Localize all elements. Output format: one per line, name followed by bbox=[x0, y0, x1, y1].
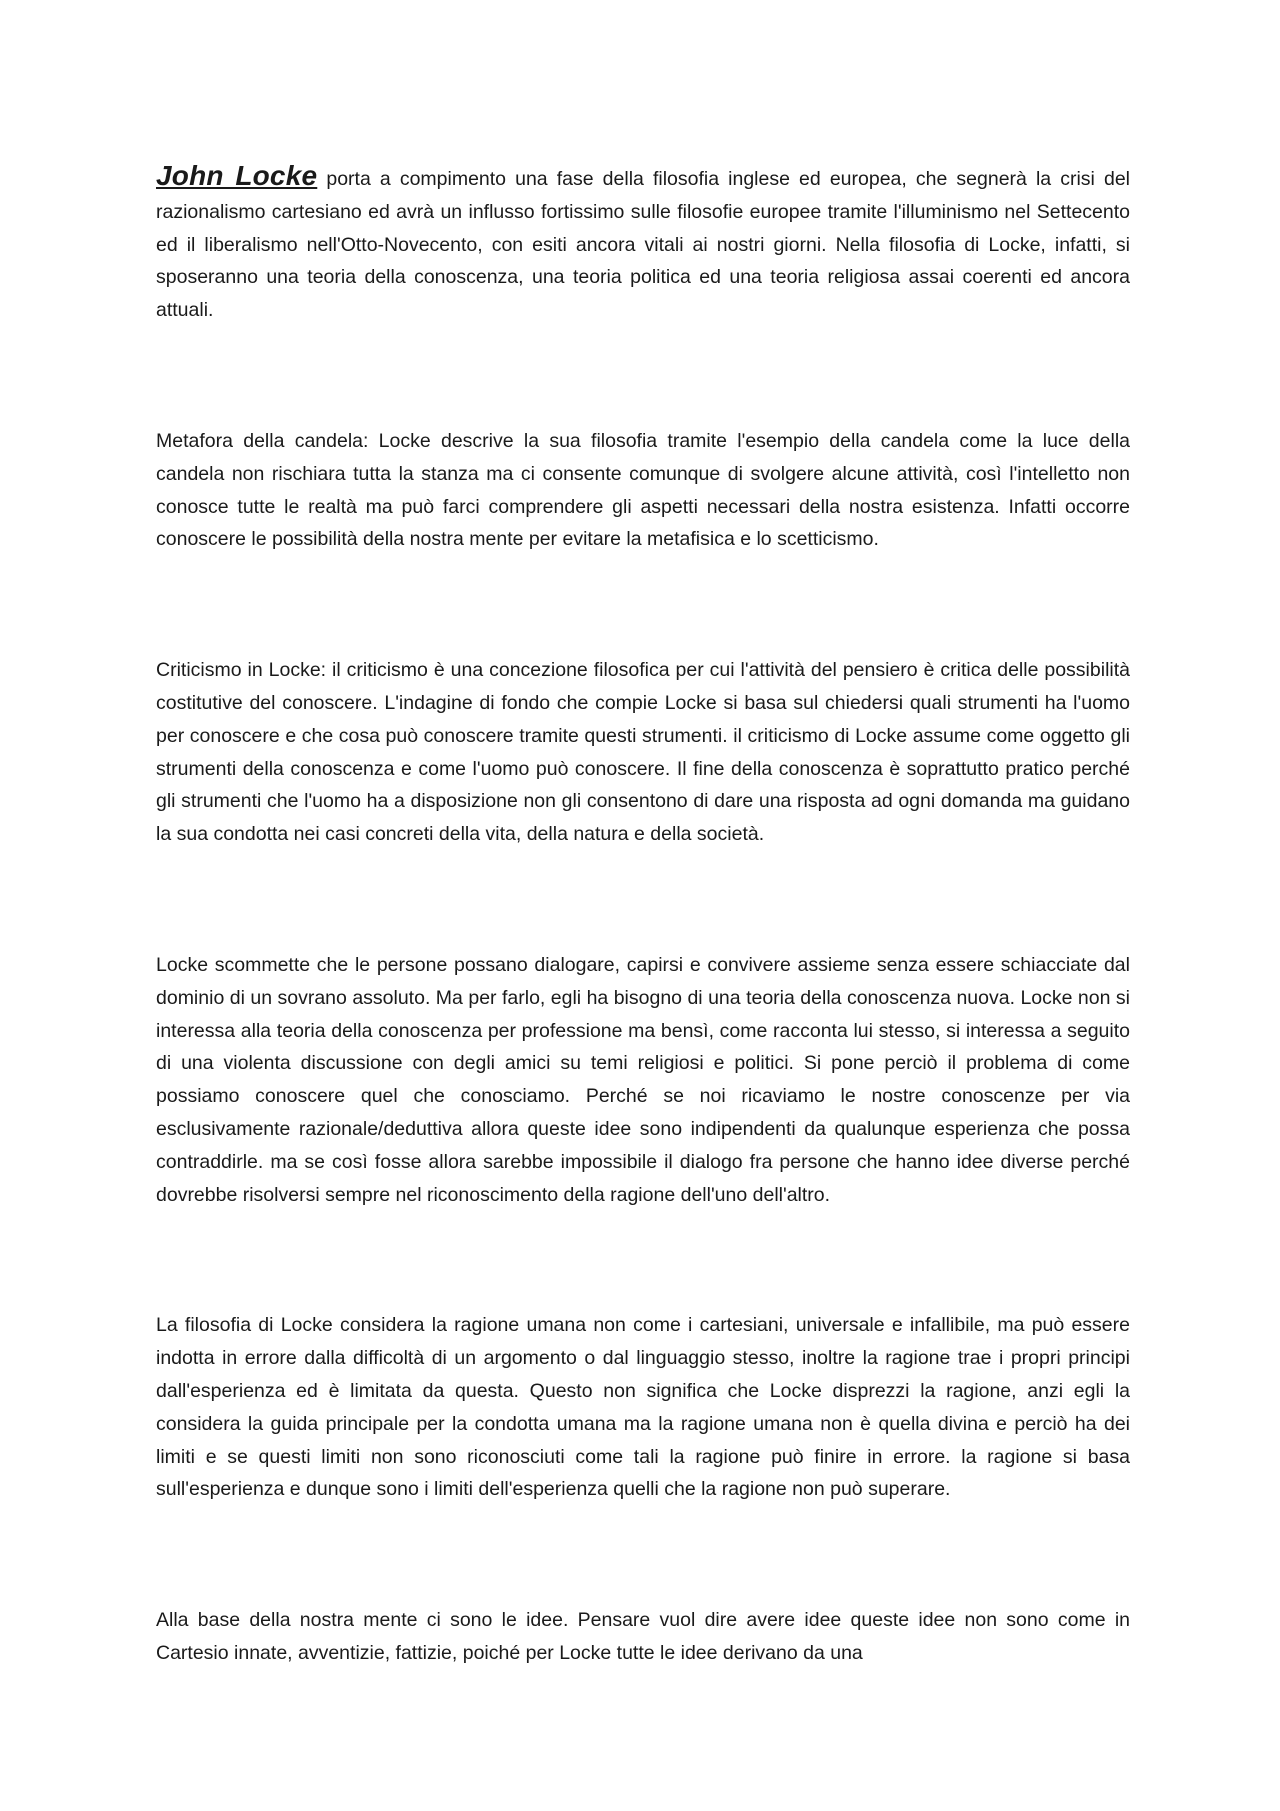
document-title: John Locke bbox=[156, 160, 318, 191]
document-page bbox=[156, 160, 1130, 1670]
paragraph-ideas: Alla base della nostra mente ci sono le idee. Pensare vuol dire avere idee queste idee non sono come in Cartesio innate, avventizie, fattizie, poiché per Locke tutte le idee derivano da una bbox=[156, 1609, 1130, 1664]
paragraph-criticism: Criticismo in Locke: il criticismo è una concezione filosofica per cui l'attività del pensiero è critica delle possibilità costitutive del conoscere. L'indagine di fondo che compie Locke si basa sul chiedersi quali strumenti ha l'uomo per conoscere e che cosa può conoscere tramite questi strumenti. il criticismo di Locke assume come oggetto gli strumenti della conoscenza e come l'uomo può conoscere. Il fine della conoscenza è soprattutto pratico perché gli strumenti che l'uomo ha a disposizione non gli consentono di dare una risposta ad ogni domanda ma guidano la sua condotta nei casi concreti della vita, della natura e della società. bbox=[156, 659, 1130, 846]
intro-text: porta a compimento una fase della filosofia inglese ed europea, che segnerà la crisi del razionalismo cartesiano ed avrà un influsso fortissimo sulle filosofie europee tramite l'illuminismo nel Settecento ed il liberalismo nell'Otto-Novecento, con esiti ancora vitali ai nostri giorni. Nella filosofia di Locke, infatti, si sposeranno una teoria della conoscenza, una teoria politica ed una teoria religiosa assai coerenti ed ancora attuali. bbox=[156, 168, 1130, 322]
paragraph-reason: La filosofia di Locke considera la ragione umana non come i cartesiani, universale e infallibile, ma può essere indotta in errore dalla difficoltà di un argomento o dal linguaggio stesso, inoltre la ragione trae i propri principi dall'esperienza ed è limitata da questa. Questo non significa che Locke disprezzi la ragione, anzi egli la considera la guida principale per la condotta umana ma la ragione umana non è quella divina e perciò ha dei limiti e se questi limiti non sono riconosciuti come tali la ragione può finire in errore. la ragione si basa sull'esperienza e dunque sono i limiti dell'esperienza quelli che la ragione non può superare. bbox=[156, 1314, 1130, 1501]
intro-paragraph bbox=[156, 160, 1130, 327]
paragraph-candle-metaphor: Metafora della candela: Locke descrive la sua filosofia tramite l'esempio della candela come la luce della candela non rischiara tutta la stanza ma ci consente comunque di svolgere alcune attività, così l'intelletto non conosce tutte le realtà ma può farci comprendere gli aspetti necessari della nostra esistenza. Infatti occorre conoscere le possibilità della nostra mente per evitare la metafisica e lo scetticismo. bbox=[156, 429, 1130, 551]
paragraph-dialogue: Locke scommette che le persone possano dialogare, capirsi e convivere assieme senza essere schiacciate dal dominio di un sovrano assoluto. Ma per farlo, egli ha bisogno di una teoria della conoscenza nuova. Locke non si interessa alla teoria della conoscenza per professione ma bensì, come racconta lui stesso, si interessa a seguito di una violenta discussione con degli amici su temi religiosi e politici. Si pone perciò il problema di come possiamo conoscere quel che conosciamo. Perché se noi ricaviamo le nostre conoscenze per via esclusivamente razionale/deduttiva allora queste idee sono indipendenti da qualunque esperienza che possa contraddirle. ma se così fosse allora sarebbe impossibile il dialogo fra persone che hanno idee diverse perché dovrebbe risolversi sempre nel riconoscimento della ragione dell'uno dell'altro. bbox=[156, 953, 1130, 1206]
